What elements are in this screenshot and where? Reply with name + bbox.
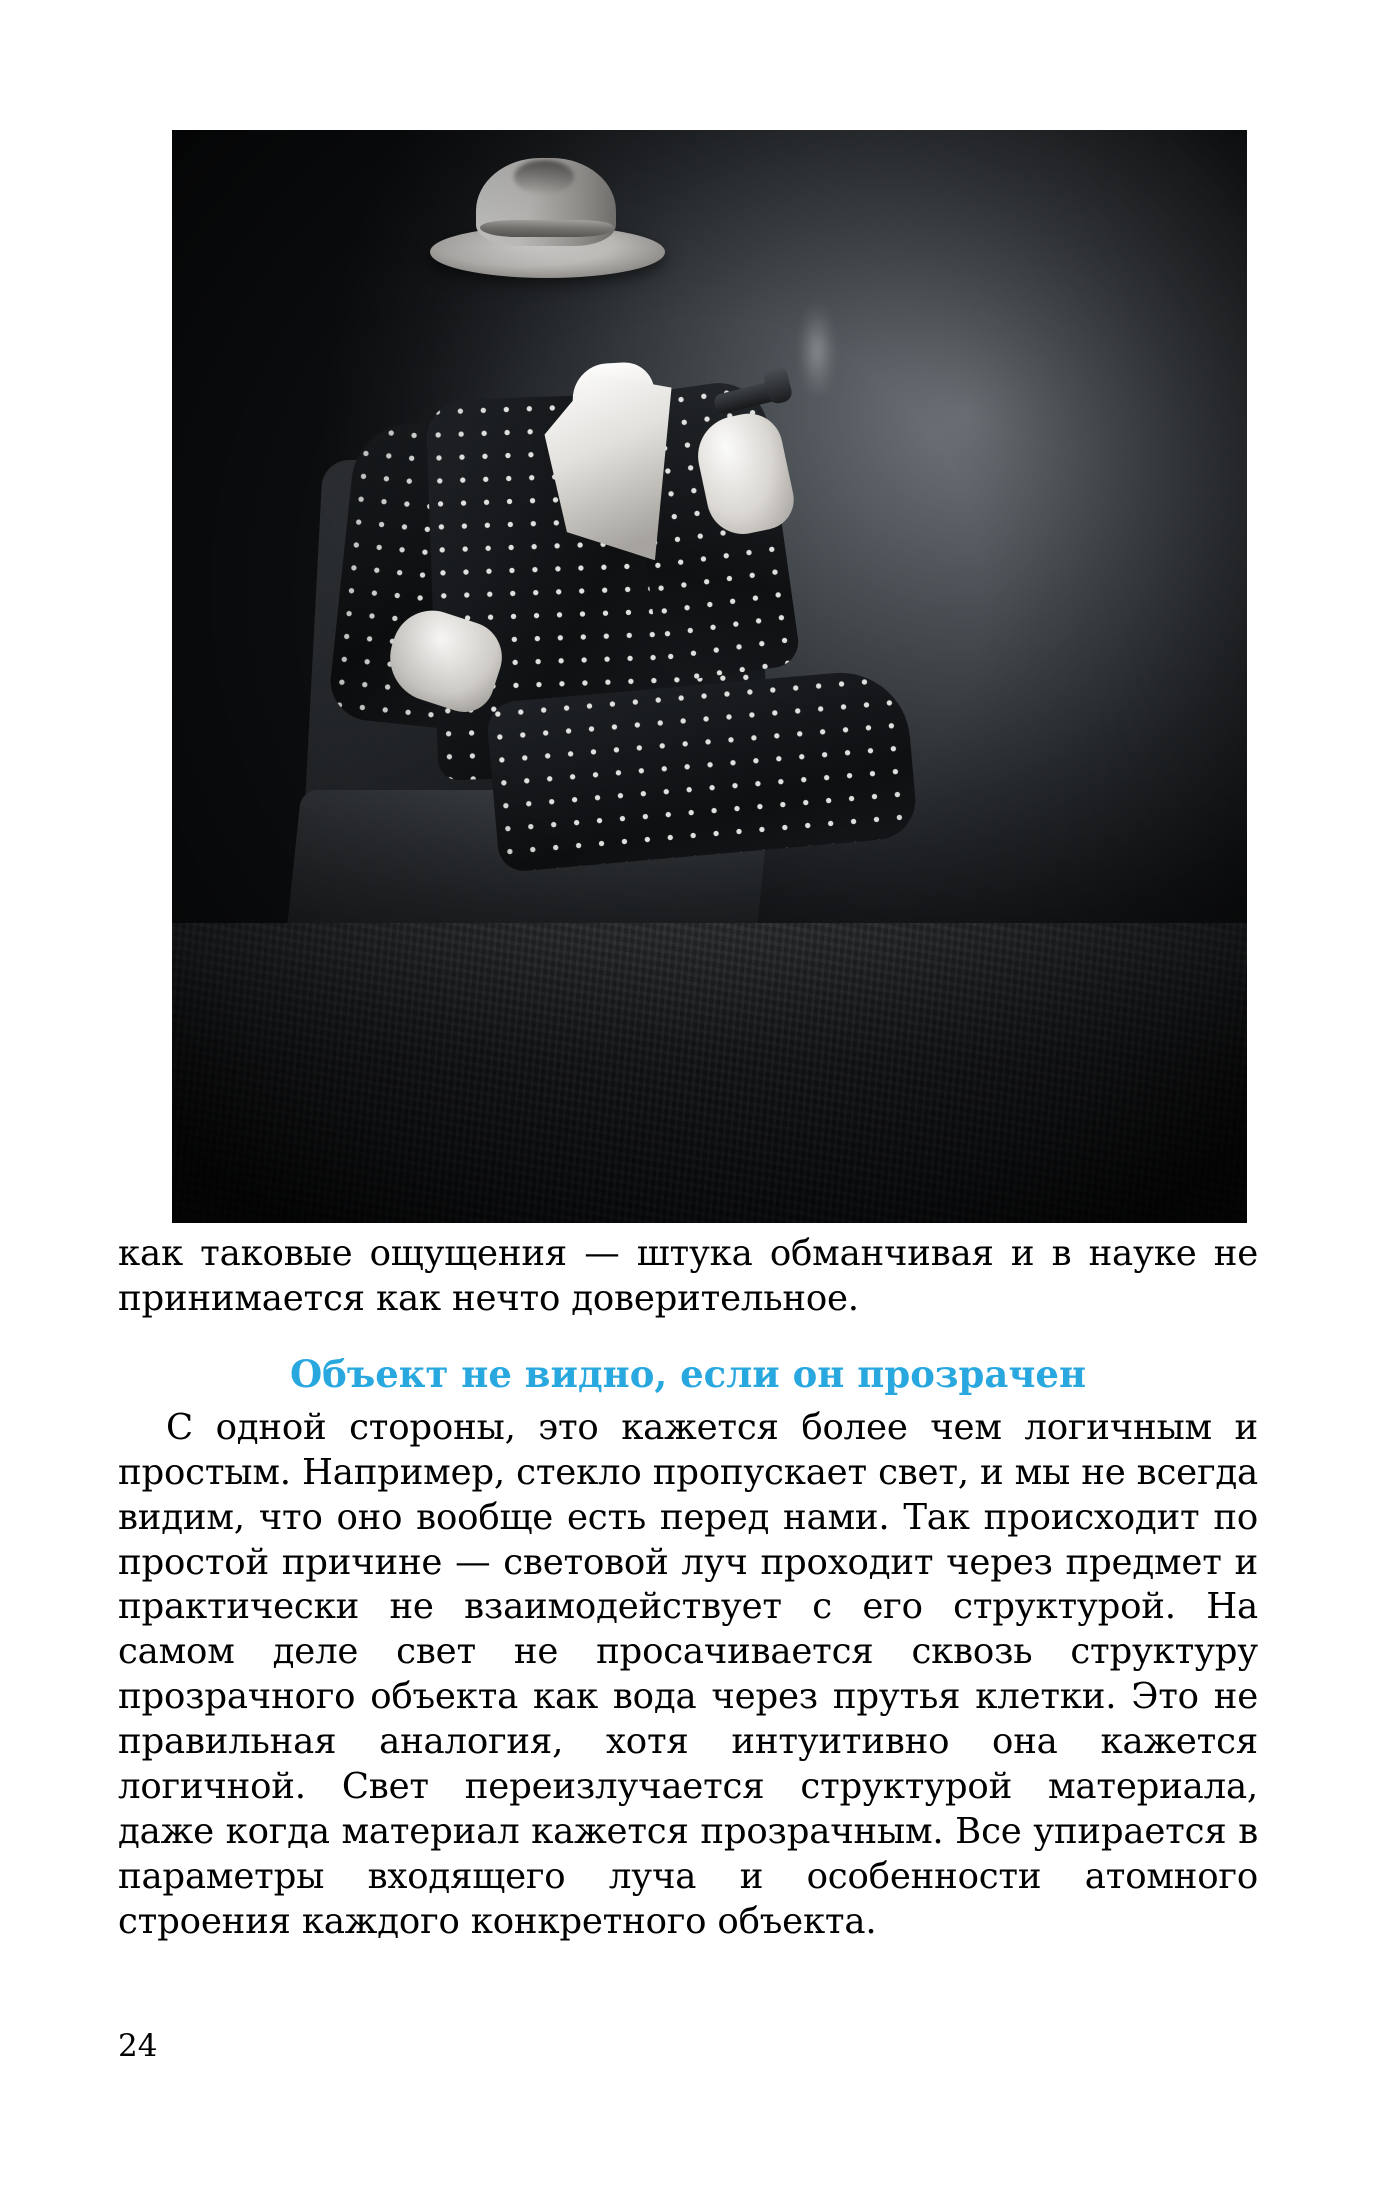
paragraph-body: С одной стороны, это кажется более чем логичным и простым. Например, стекло пропускает свет, и мы не всегда видим, что оно вообще есть перед нами. Так происходит по простой причине — световой луч проходит через предмет и практически не взаимодействует с его структурой. На самом деле свет не просачивается сквозь структуру прозрачного объекта как вода через прутья клетки. Это не правильная аналогия, хотя интуитивно она кажется логичной. Свет переизлучается структурой материала, даже когда материал кажется прозрачным. Все упирается в параметры входящего луча и особенности атомного строения каждого конкретного объекта. [118, 1406, 1258, 1942]
photo-canvas [172, 130, 1247, 1223]
body-text [118, 1232, 1258, 1945]
paragraph-top: как таковые ощущения — штука обманчивая и в науке не принимается как нечто доверительное. [118, 1233, 1258, 1319]
section-subheading: Объект не видно, если он прозрачен [289, 1351, 1087, 1396]
page-number: 24 [118, 2028, 158, 2064]
figure-invisible-man [172, 130, 1247, 1223]
photo-vignette [172, 130, 1247, 1223]
